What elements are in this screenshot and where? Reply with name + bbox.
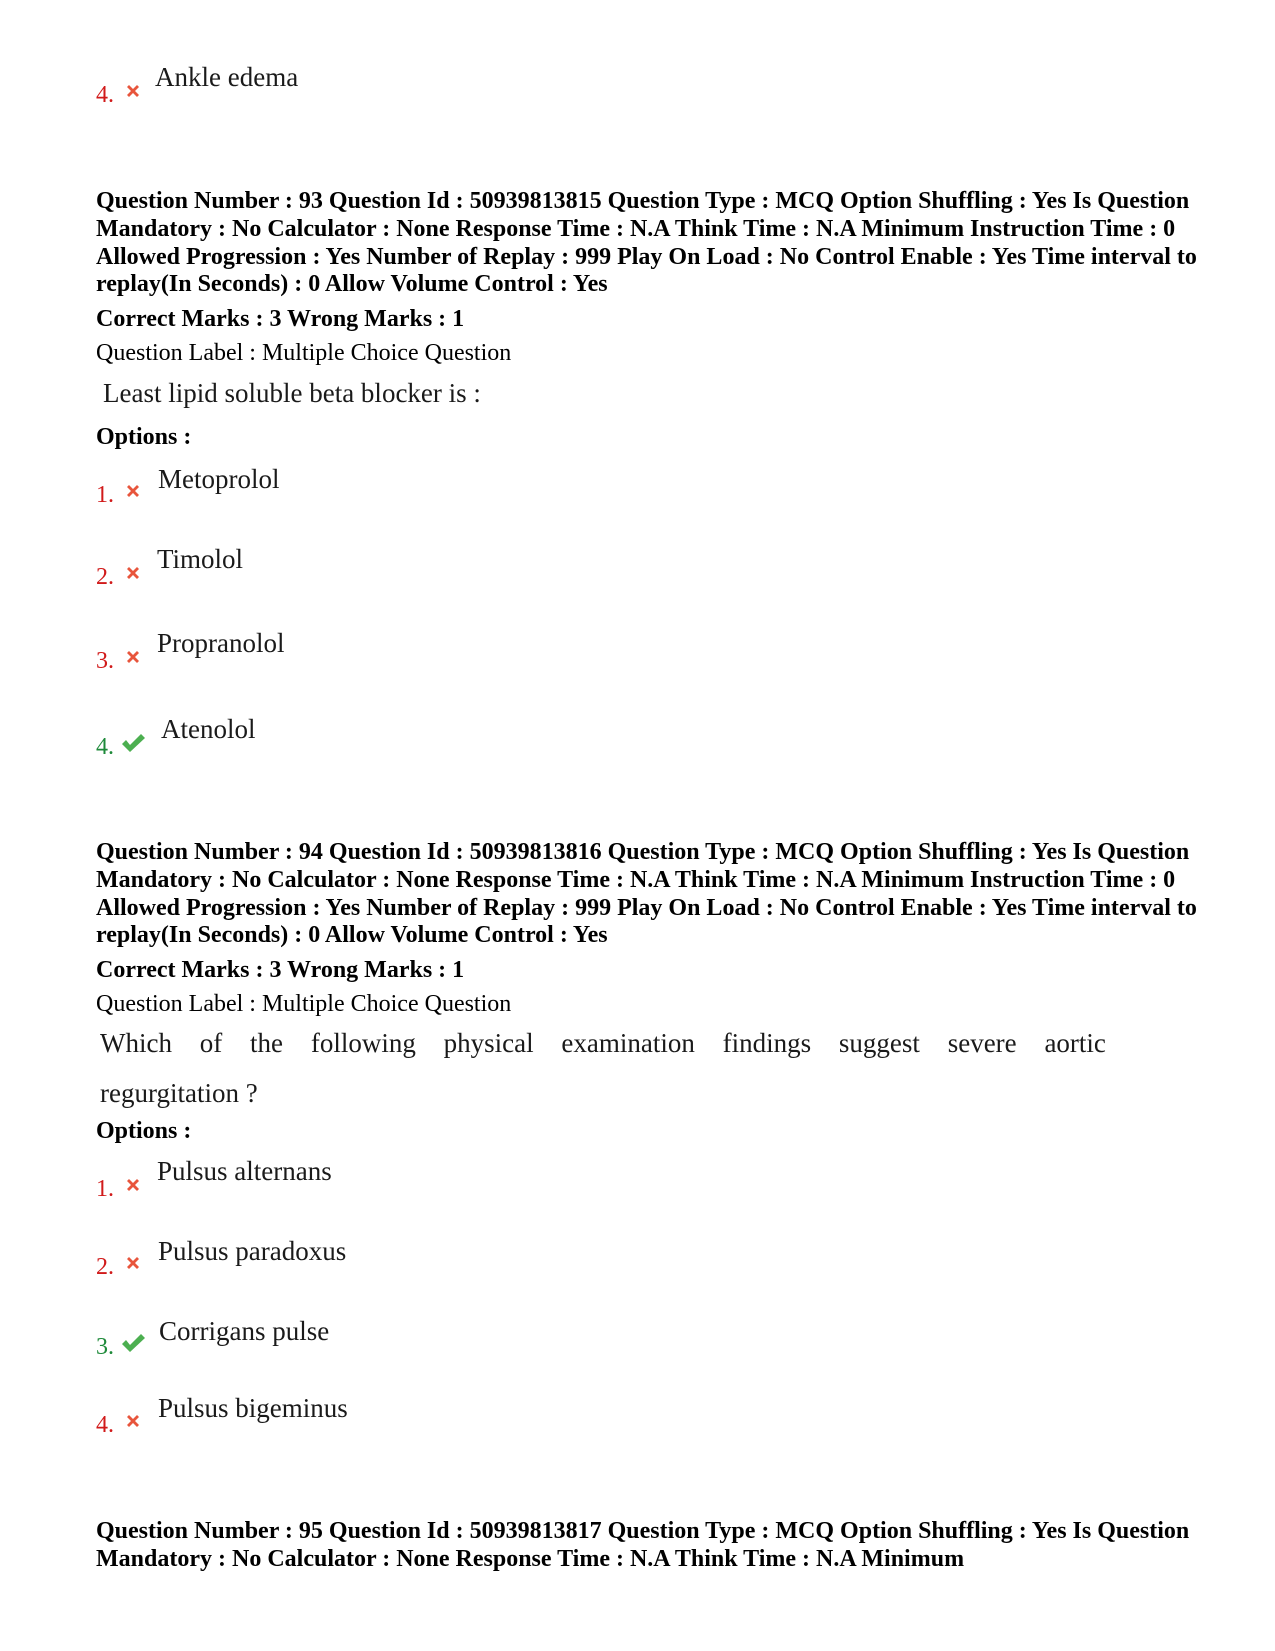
option-text: Pulsus alternans [157,1156,332,1186]
option-number: 4. [96,734,114,760]
prev-option-4-number: 4. [96,82,114,108]
option-number: 4. [96,1412,114,1438]
prev-option-4-text: Ankle edema [155,62,299,92]
wrong-cross-icon [124,1412,142,1430]
option-text: Pulsus paradoxus [158,1236,347,1266]
correct-check-icon [120,1332,146,1354]
option-number: 3. [96,648,114,674]
word: aortic [1044,1028,1106,1058]
question-94-text-line-2: regurgitation ? [100,1078,258,1108]
question-93-marks: Correct Marks : 3 Wrong Marks : 1 [96,306,465,332]
option-number: 2. [96,564,114,590]
question-94-label: Question Label : Multiple Choice Question [96,991,512,1017]
option-text: Atenolol [161,714,256,744]
question-94-metadata: Question Number : 94 Question Id : 50939813816 Question Type : MCQ Option Shuffling : Yes Is Question Mandatory : No Calculator : None Response Time : N.A Think Time : N.A Minimum Instruction Time : 0 Allowed Progression : Yes Number of Replay : 999 Play On Load : No Control Enable : Yes Time interval to replay(In Seconds) : 0 Allow Volume Control : Yes [96,839,1197,949]
word: following [310,1028,416,1058]
option-text: Pulsus bigeminus [158,1393,348,1423]
question-94-marks: Correct Marks : 3 Wrong Marks : 1 [96,957,465,983]
word: the [250,1028,284,1058]
word: examination [561,1028,695,1058]
word: Which [100,1028,172,1058]
option-text: Corrigans pulse [159,1316,330,1346]
wrong-cross-icon [124,82,142,100]
option-number: 2. [96,1254,114,1280]
word: severe [947,1028,1017,1058]
word: findings [722,1028,812,1058]
option-text: Metoprolol [158,464,280,494]
wrong-cross-icon [124,1176,142,1194]
correct-check-icon [120,732,146,754]
question-93-metadata: Question Number : 93 Question Id : 50939813815 Question Type : MCQ Option Shuffling : Yes Is Question Mandatory : No Calculator : None Response Time : N.A Think Time : N.A Minimum Instruction Time : 0 Allowed Progression : Yes Number of Replay : 999 Play On Load : No Control Enable : Yes Time interval to replay(In Seconds) : 0 Allow Volume Control : Yes [96,188,1197,298]
wrong-cross-icon [124,648,142,666]
option-text: Propranolol [157,628,285,658]
word: of [199,1028,223,1058]
option-number: 3. [96,1334,114,1360]
question-94-options-heading: Options : [96,1118,192,1144]
question-93-label: Question Label : Multiple Choice Question [96,340,512,366]
wrong-cross-icon [124,1254,142,1272]
question-93-text: Least lipid soluble beta blocker is : [103,378,481,408]
word: suggest [838,1028,920,1058]
wrong-cross-icon [124,564,142,582]
question-94-text-line-1 [100,1028,1106,1059]
question-93-options-heading: Options : [96,424,192,450]
wrong-cross-icon [124,482,142,500]
word: physical [443,1028,534,1058]
question-95-metadata: Question Number : 95 Question Id : 50939813817 Question Type : MCQ Option Shuffling : Yes Is Question Mandatory : No Calculator : None Response Time : N.A Think Time : N.A Minimum [96,1518,1190,1572]
option-text: Timolol [157,544,244,574]
option-number: 1. [96,1176,114,1202]
option-number: 1. [96,482,114,508]
